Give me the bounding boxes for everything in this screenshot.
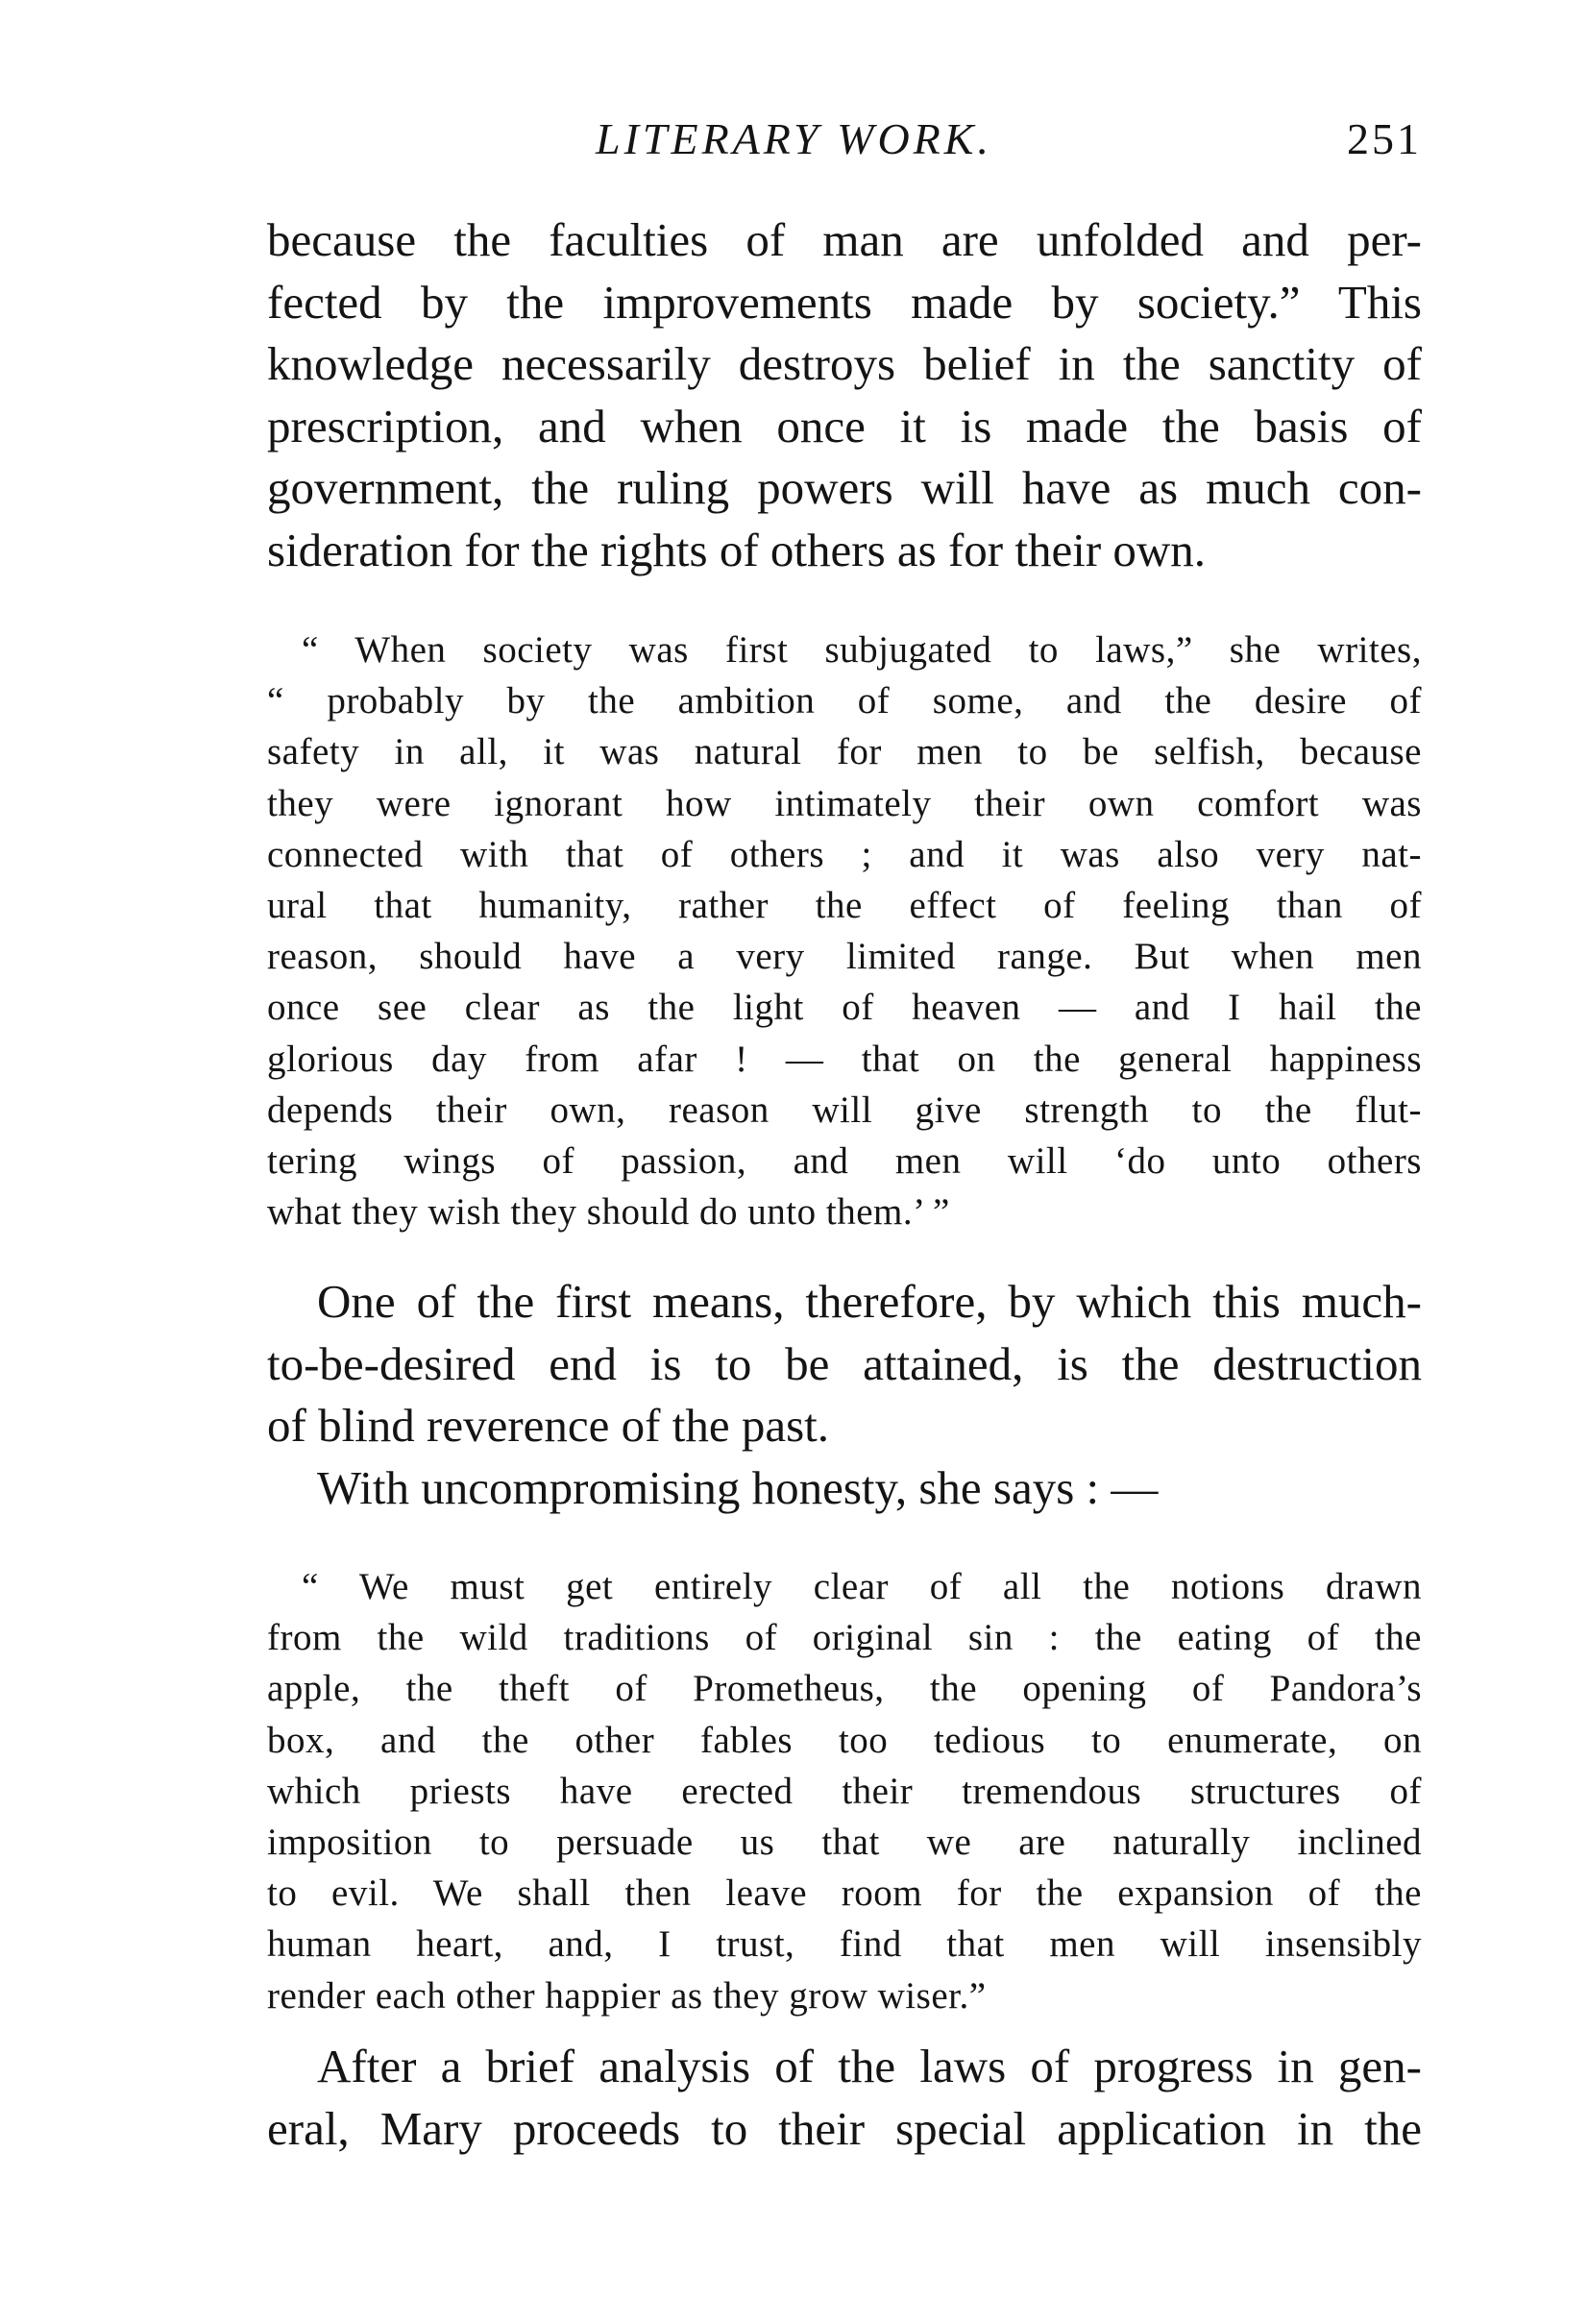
quote-line: reason, should have a very limited range. But when men	[267, 936, 1422, 978]
quote-line: from the wild traditions of original sin : the eating of the	[267, 1617, 1422, 1659]
text-line: of blind reverence of the past.	[267, 1399, 830, 1452]
quote-line: connected with that of others ; and it was also very nat-	[267, 833, 1422, 875]
text-line: One of the first means, therefore, by which this much-	[317, 1275, 1422, 1328]
text-line: because the faculties of man are unfolded and per-	[267, 213, 1422, 266]
quote-line: they were ignorant how intimately their own comfort was	[267, 782, 1422, 824]
quote-line: ural that humanity, rather the effect of feeling than of	[267, 885, 1422, 927]
text-line: prescription, and when once it is made the basis of	[267, 399, 1422, 453]
paragraph-says	[267, 1457, 1422, 1520]
text-line: knowledge necessarily destroys belief in the sanctity of	[267, 337, 1422, 390]
page-number: 251	[1347, 114, 1422, 163]
quote-line: “ When society was first subjugated to laws,” she writes,	[302, 629, 1422, 671]
quote-line: tering wings of passion, and men will ‘do unto others	[267, 1140, 1422, 1183]
quote-line: render each other happier as they grow wiser.”	[267, 1974, 987, 2017]
running-title: LITERARY WORK.	[596, 114, 992, 163]
text-line: sideration for the rights of others as for their own.	[267, 523, 1207, 576]
quote-line: “ probably by the ambition of some, and the desire of	[267, 680, 1422, 722]
quote-line: imposition to persuade us that we are naturally inclined	[267, 1822, 1422, 1864]
quote-line: box, and the other fables too tedious to enumerate, on	[267, 1719, 1422, 1761]
running-head	[269, 113, 1422, 171]
quote-line: apple, the theft of Prometheus, the opening of Pandora’s	[267, 1668, 1422, 1710]
quote-line: what they wish they should do unto them.’ ”	[267, 1191, 950, 1234]
text-line: eral, Mary proceeds to their special application in the	[267, 2101, 1422, 2155]
quote-line: to evil. We shall then leave room for the expansion of the	[267, 1872, 1422, 1915]
quote-line: safety in all, it was natural for men to be selfish, because	[267, 731, 1422, 773]
text-line: After a brief analysis of the laws of progress in gen-	[317, 2040, 1422, 2092]
quote-line: glorious day from afar ! — that on the general happiness	[267, 1038, 1422, 1080]
quote-line: depends their own, reason will give strength to the flut-	[267, 1089, 1422, 1131]
quote-line: “ We must get entirely clear of all the notions drawn	[302, 1566, 1422, 1607]
text-line: With uncompromising honesty, she says : —	[317, 1461, 1159, 1514]
block-quote-first	[267, 624, 1422, 1237]
quote-line: once see clear as the light of heaven — and I hail the	[267, 987, 1422, 1029]
paragraph-analysis	[267, 2036, 1422, 2160]
text-line: government, the ruling powers will have as much con-	[267, 461, 1422, 514]
paragraph-continued	[267, 209, 1422, 581]
paragraph-means	[267, 1271, 1422, 1457]
text-line: to-be-desired end is to be attained, is the destruction	[267, 1336, 1422, 1390]
text-line: fected by the improvements made by society.” This	[267, 275, 1422, 329]
quote-line: human heart, and, I trust, find that men will insensibly	[267, 1923, 1422, 1966]
block-quote-second	[267, 1561, 1422, 2021]
quote-line: which priests have erected their tremendous structures of	[267, 1770, 1422, 1812]
